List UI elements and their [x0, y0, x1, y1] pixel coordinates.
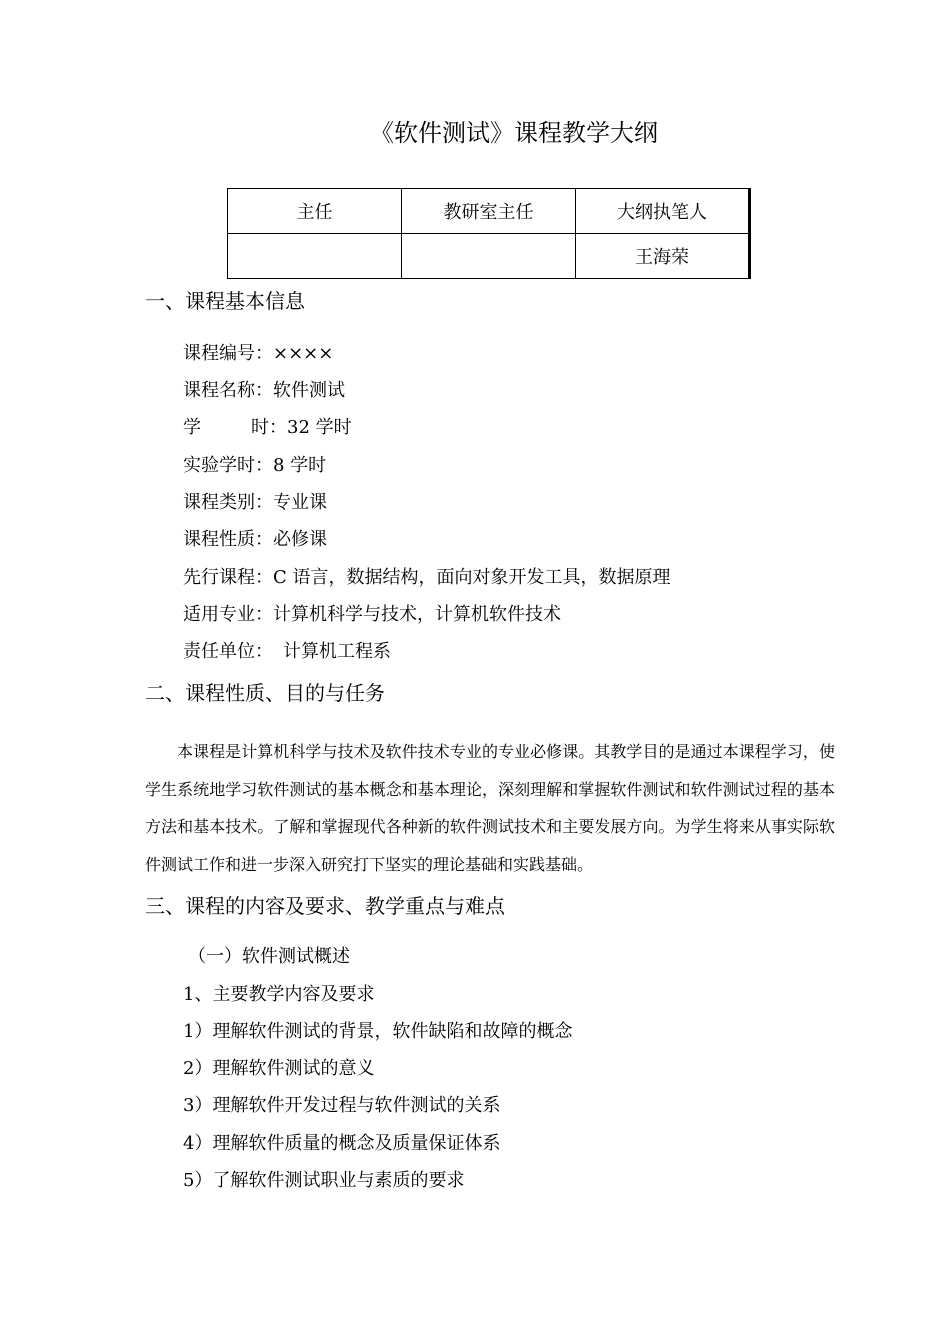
field-value: ××××	[273, 343, 334, 364]
list-item: 4）理解软件质量的概念及质量保证体系	[183, 1133, 501, 1154]
field-label: 课程名称：	[183, 380, 273, 401]
field-label: 学	[183, 417, 201, 438]
list-item: 1）理解软件测试的背景，软件缺陷和故障的概念	[183, 1021, 573, 1042]
field-course-nature	[183, 527, 327, 553]
field-lab-hours	[183, 453, 326, 479]
field-course-category	[183, 490, 327, 516]
field-value: 专业课	[273, 492, 327, 513]
field-label: 责任单位：	[183, 641, 273, 662]
document-title: 《软件测试》课程教学大纲	[370, 119, 658, 147]
signature-table	[227, 188, 751, 279]
field-label: 课程类别：	[183, 492, 273, 513]
field-value: 必修课	[273, 529, 327, 550]
field-value: 计算机工程系	[283, 641, 391, 662]
field-value: 32 学时	[287, 417, 352, 438]
header-office-director: 教研室主任	[402, 189, 576, 234]
section2-paragraph: 本课程是计算机科学与技术及软件技术专业的专业必修课。其教学目的是通过本课程学习，使学生系统地学习软件测试的基本概念和基本理论，深刻理解和掌握软件测试和软件测试过程的基本方法和基本技术。了解和掌握现代各种新的软件测试技术和主要发展方向。为学生将来从事实际软件测试工作和进一步深入研究打下坚实的理论基础和实践基础。	[145, 742, 835, 874]
signature-table-value-row	[228, 234, 750, 279]
section3-subheading: （一）软件测试概述	[188, 946, 350, 967]
header-author: 大纲执笔人	[576, 189, 750, 234]
list-item: 5）了解软件测试职业与素质的要求	[183, 1170, 465, 1191]
value-director	[228, 234, 402, 279]
field-label: 实验学时：	[183, 455, 273, 476]
section3-heading: 三、课程的内容及要求、教学重点与难点	[145, 894, 505, 918]
field-course-name	[183, 378, 345, 404]
signature-table-header-row	[228, 189, 750, 234]
field-department	[183, 639, 391, 665]
field-course-code	[183, 341, 333, 367]
field-prerequisites	[183, 565, 671, 591]
section2-heading: 二、课程性质、目的与任务	[145, 681, 385, 705]
field-value: 8 学时	[273, 455, 327, 476]
field-value: C 语言，数据结构，面向对象开发工具，数据原理	[273, 567, 671, 588]
field-hours	[183, 415, 352, 441]
field-label: 课程性质：	[183, 529, 273, 550]
value-author: 王海荣	[576, 234, 750, 279]
field-label: 适用专业：	[183, 604, 273, 625]
list-item: 2）理解软件测试的意义	[183, 1058, 375, 1079]
field-value: 软件测试	[273, 380, 345, 401]
section1-heading: 一、课程基本信息	[145, 289, 305, 313]
value-office-director	[402, 234, 576, 279]
field-label-2: 时：	[251, 417, 287, 438]
field-majors	[183, 602, 561, 628]
field-label: 先行课程：	[183, 567, 273, 588]
list-title: 1、主要教学内容及要求	[183, 984, 375, 1005]
field-value: 计算机科学与技术，计算机软件技术	[273, 604, 561, 625]
header-director: 主任	[228, 189, 402, 234]
field-label: 课程编号：	[183, 343, 273, 364]
list-item: 3）理解软件开发过程与软件测试的关系	[183, 1095, 501, 1116]
